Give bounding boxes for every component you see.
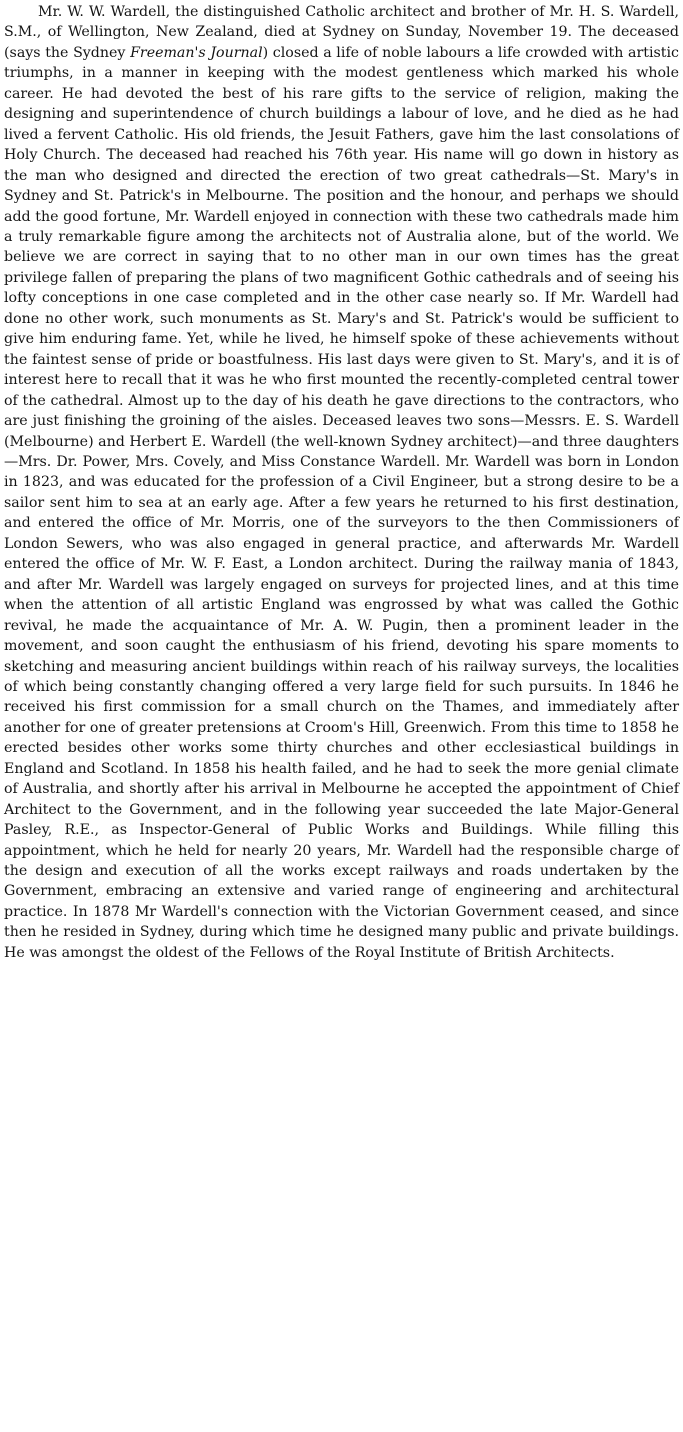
obituary-article bbox=[4, 2, 679, 963]
article-text-body: ) closed a life of noble labours a life crowded with artistic triumphs, in a manner in keeping with the modest gentleness which marked his whole career. He had devoted the best of his rare gifts to the service of religion, making the designing and superintendence of church buildings a labour of love, and he died as he had lived a fervent Catholic. His old friends, the Jesuit Fathers, gave him the last consolations of Holy Church. The deceased had reached his 76th year. His name will go down in history as the man who designed and directed the erection of two great cathedrals—St. Mary's in Sydney and St. Patrick's in Melbourne. The position and the honour, and perhaps we should add the good fortune, Mr. Wardell enjoyed in connection with these two cathedrals made him a truly remarkable figure among the architects not of Australia alone, but of the world. We believe we are correct in saying that to no other man in our own times has the great privilege fallen of preparing the plans of two magnificent Gothic cathedrals and of seeing his lofty conceptions in one case completed and in the other case nearly so. If Mr. Wardell had done no other work, such monuments as St. Mary's and St. Patrick's would be sufficient to give him enduring fame. Yet, while he lived, he himself spoke of these achievements without the faintest sense of pride or boastfulness. His last days were given to St. Mary's, and it is of interest here to recall that it was he who first mounted the recently-completed central tower of the cathedral. Almost up to the day of his death he gave directions to the contractors, who are just finishing the groining of the aisles. Deceased leaves two sons—Messrs. E. S. Wardell (Melbourne) and Herbert E. Wardell (the well-known Sydney architect)—and three daughters—Mrs. Dr. Power, Mrs. Covely, and Miss Constance Wardell. Mr. Wardell was born in London in 1823, and was educated for the profession of a Civil Engineer, but a strong desire to be a sailor sent him to sea at an early age. After a few years he returned to his first destination, and entered the office of Mr. Morris, one of the surveyors to the then Commissioners of London Sewers, who was also engaged in general practice, and afterwards Mr. Wardell entered the office of Mr. W. F. East, a London architect. During the railway mania of 1843, and after Mr. Wardell was largely engaged on surveys for projected lines, and at this time when the attention of all artistic England was engrossed by what was called the Gothic revival, he made the acquaintance of Mr. A. W. Pugin, then a prominent leader in the movement, and soon caught the enthusiasm of his friend, devoting his spare moments to sketching and measuring ancient buildings within reach of his railway surveys, the localities of which being constantly changing offered a very large field for such pursuits. In 1846 he received his first commission for a small church on the Thames, and immediately after another for one of greater pretensions at Croom's Hill, Greenwich. From this time to 1858 he erected besides other works some thirty churches and other ecclesiastical buildings in England and Scotland. In 1858 his health failed, and he had to seek the more genial climate of Australia, and shortly after his arrival in Melbourne he accepted the appointment of Chief Architect to the Government, and in the following year succeeded the late Major-General Pasley, R.E., as Inspector-General of Public Works and Buildings. While filling this appointment, which he held for nearly 20 years, Mr. Wardell had the responsible charge of the design and execution of all the works except railways and roads undertaken by the Government, embracing an extensive and varied range of engineering and architectural practice. In 1878 Mr Wardell's connection with the Victorian Government ceased, and since then he resided in Sydney, during which time he designed many public and private buildings. He was amongst the oldest of the Fellows of the Royal Institute of British Architects. bbox=[4, 44, 679, 961]
newspaper-title: Freeman's Journal bbox=[130, 44, 263, 61]
article-text-opening: Mr. W. W. Wardell, the distinguished Catholic architect and brother of Mr. H. S. Wardell, S.M., of Wellington, New Zealand, died at Sydney on Sunday, November 19. The deceased (says the Sydney bbox=[4, 4, 679, 61]
